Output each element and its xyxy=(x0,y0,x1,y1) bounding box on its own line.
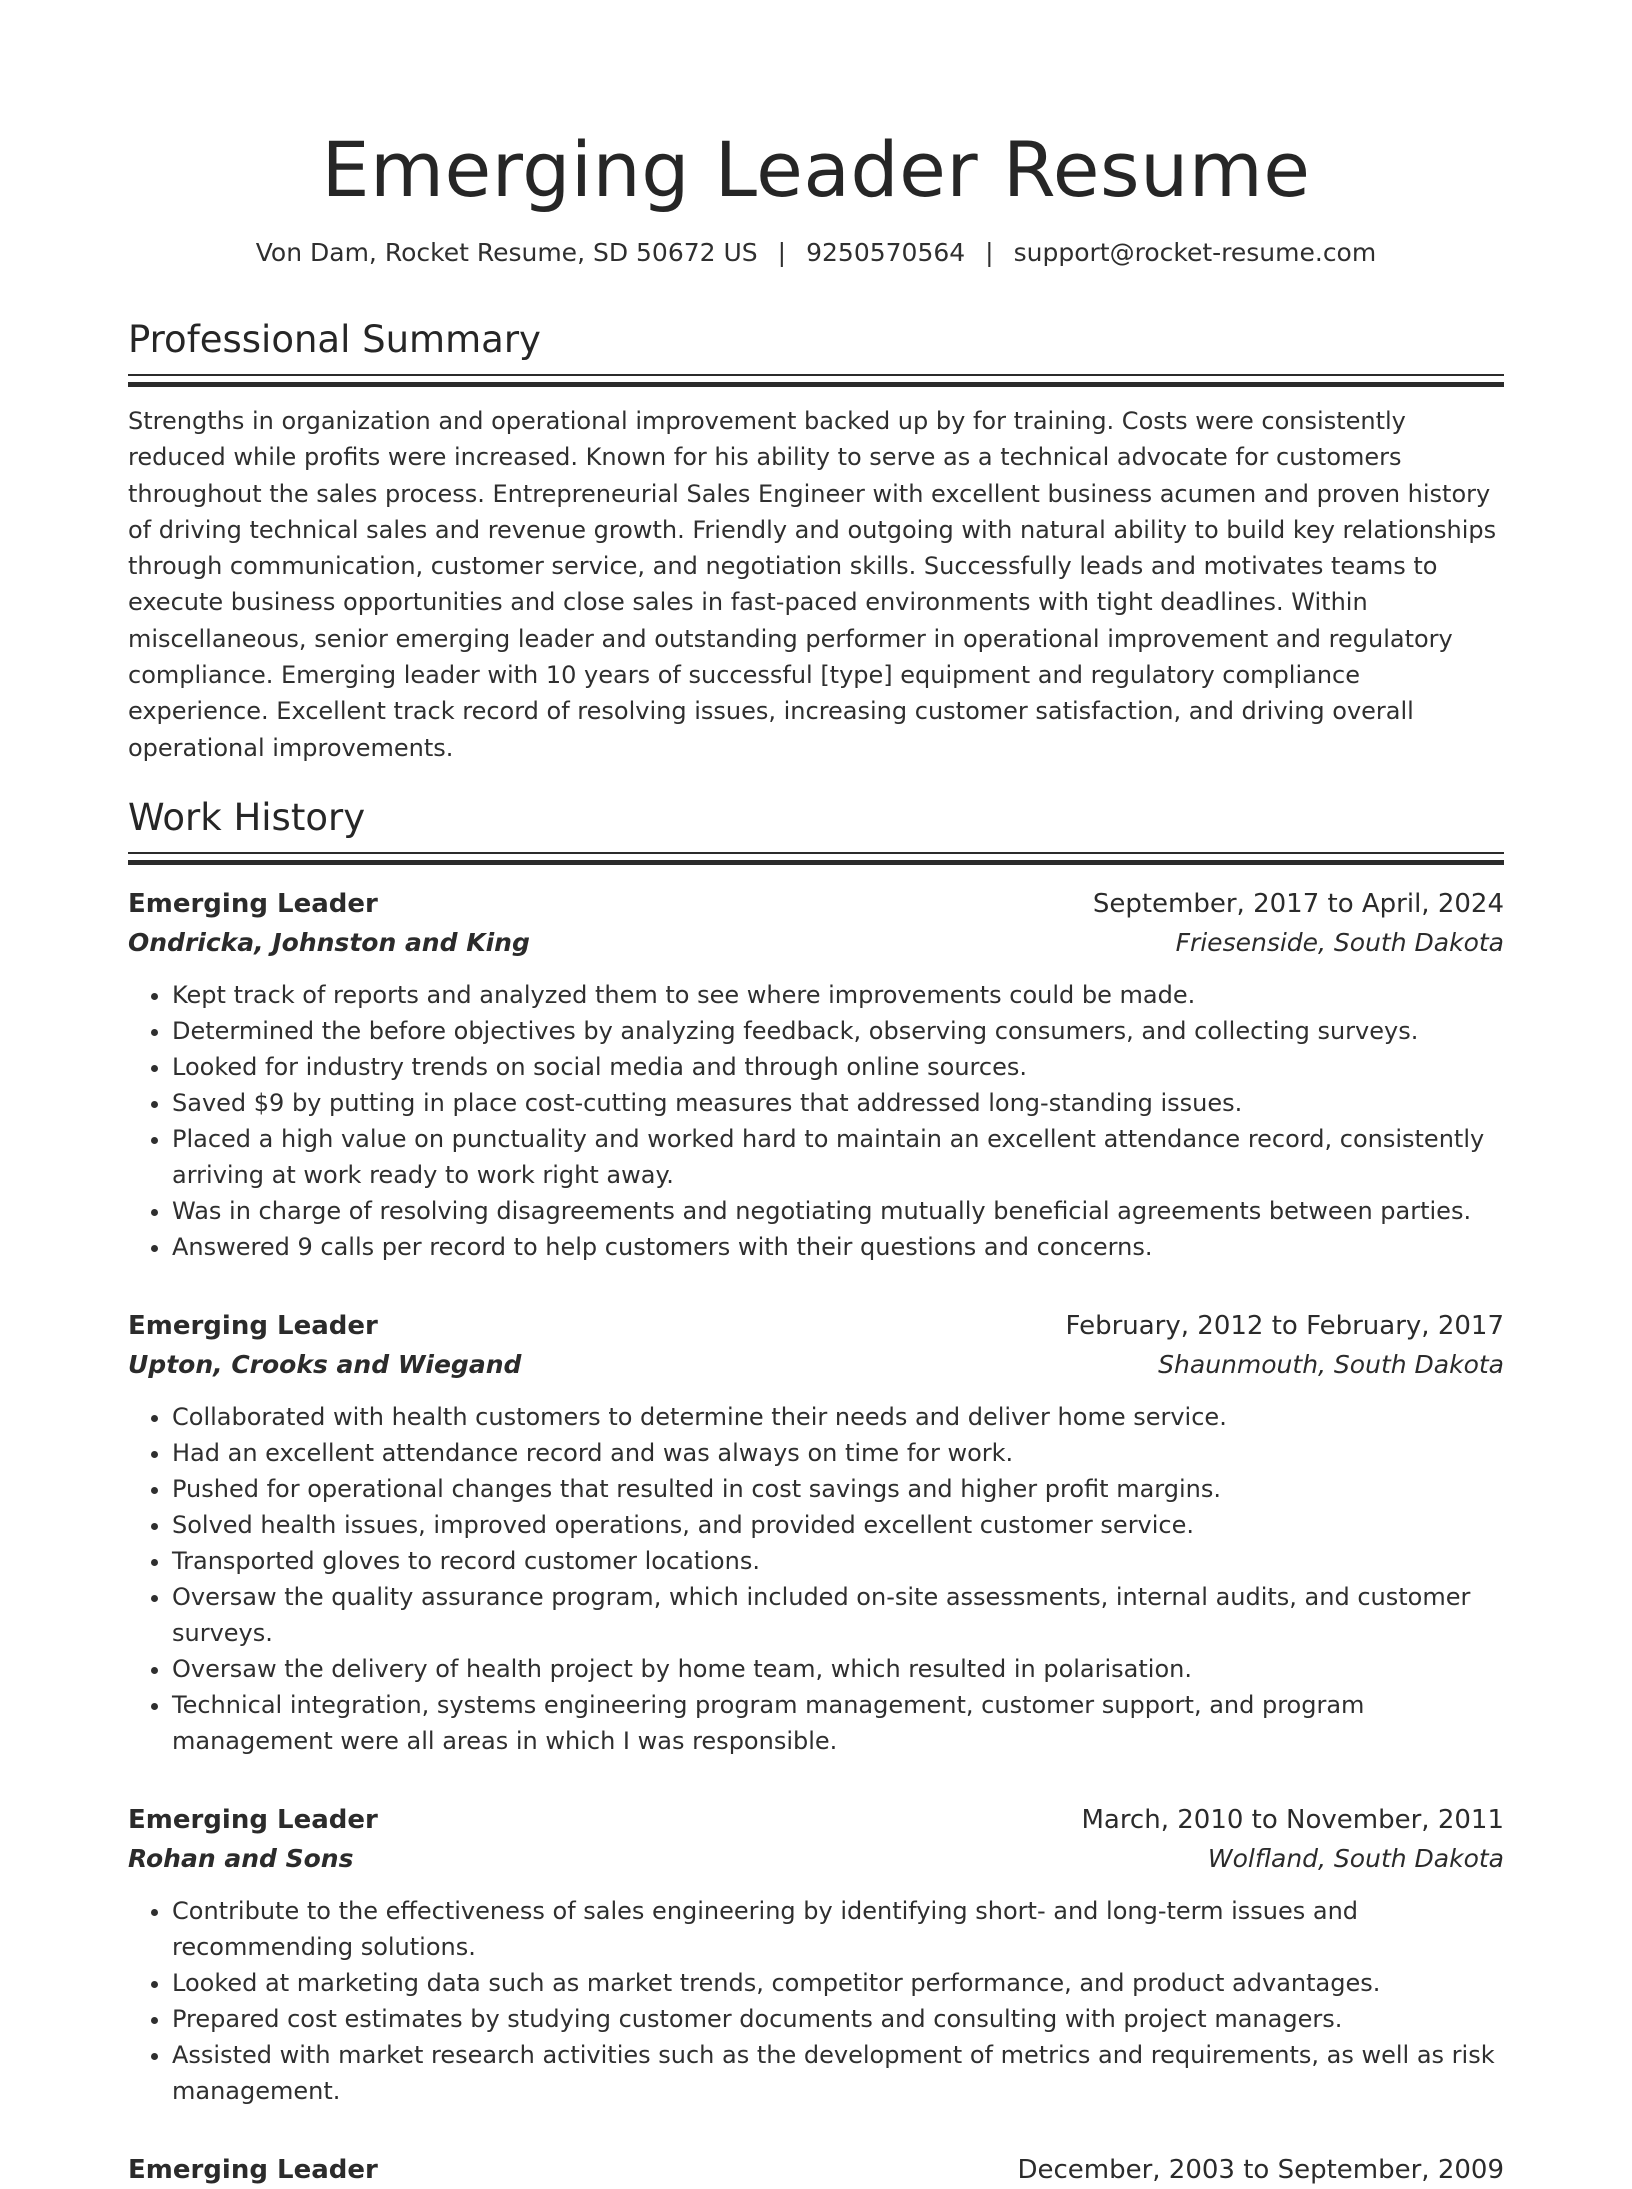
job-bullet: • Determined the before objectives by analyzing feedback, observing consumers, and collecting surveys. xyxy=(172,1013,1504,1049)
section-heading-summary: Professional Summary xyxy=(128,318,541,361)
job-bullet: • Looked at marketing data such as market trends, competitor performance, and product advantages. xyxy=(172,1965,1504,2001)
resume-page xyxy=(128,0,1504,2189)
contact-separator: | xyxy=(777,238,787,267)
job-dates: September, 2017 to April, 2024 xyxy=(1092,888,1504,919)
page-title: Emerging Leader Resume xyxy=(321,125,1311,214)
job-company: Upton, Crooks and Wiegand xyxy=(128,1349,522,1379)
section-divider xyxy=(128,852,1504,865)
job-bullet: • Oversaw the delivery of health project by home team, which resulted in polarisation. xyxy=(172,1651,1504,1687)
contact-address: Von Dam, Rocket Resume, SD 50672 US xyxy=(255,238,758,267)
job-bullet: • Contribute to the effectiveness of sales engineering by identifying short- and long-term issues and recommending solutions. xyxy=(172,1893,1504,1965)
job-bullet: • Pushed for operational changes that resulted in cost savings and higher profit margins. xyxy=(172,1471,1504,1507)
job-bullet-list xyxy=(128,977,1504,1265)
job-company: Ondricka, Johnston and King xyxy=(128,927,530,957)
job-location: Friesenside, South Dakota xyxy=(1175,927,1504,957)
job-bullet: • Technical integration, systems engineering program management, customer support, and program management were all areas in which I was responsible. xyxy=(172,1687,1504,1759)
job-bullet: • Had an excellent attendance record and was always on time for work. xyxy=(172,1435,1504,1471)
job-title: Emerging Leader xyxy=(128,1310,378,1341)
job-bullet: • Prepared cost estimates by studying customer documents and consulting with project managers. xyxy=(172,2001,1504,2037)
contact-line xyxy=(128,236,1504,270)
job-location: Shaunmouth, South Dakota xyxy=(1158,1349,1504,1379)
job-bullet: • Collaborated with health customers to determine their needs and deliver home service. xyxy=(172,1399,1504,1435)
work-history-section xyxy=(128,794,1504,2189)
job-header-row xyxy=(128,1801,1504,1839)
job-company-row xyxy=(128,1345,1504,1385)
job-title: Emerging Leader xyxy=(128,2154,378,2185)
summary-text: Strengths in organization and operational improvement backed up by for training. Costs were consistently reduced while profits were increased. Known for his ability to serve as a technical advocate for customers throughout the sales process. Entrepreneurial Sales Engineer with excellent business acumen and proven history of driving technical sales and revenue growth. Friendly and outgoing with natural ability to build key relationships through communication, customer service, and negotiation skills. Successfully leads and motivates teams to execute business opportunities and close sales in fast-paced environments with tight deadlines. Within miscellaneous, senior emerging leader and outstanding performer in operational improvement and regulatory compliance. Emerging leader with 10 years of successful [type] equipment and regulatory compliance experience. Excellent track record of resolving issues, increasing customer satisfaction, and driving overall operational improvements. xyxy=(128,407,1497,762)
job-title: Emerging Leader xyxy=(128,1804,378,1835)
section-heading-work-history: Work History xyxy=(128,795,366,839)
job-company-row xyxy=(128,923,1504,963)
job-bullet-list xyxy=(128,1399,1504,1759)
contact-email: support@rocket-resume.com xyxy=(1013,238,1377,267)
job-dates: March, 2010 to November, 2011 xyxy=(1081,1804,1504,1835)
job-company: Rohan and Sons xyxy=(128,1843,354,1873)
job-entry xyxy=(128,2151,1504,2189)
job-bullet: • Transported gloves to record customer locations. xyxy=(172,1543,1504,1579)
job-bullet: • Placed a high value on punctuality and worked hard to maintain an excellent attendance record, consistently arriving at work ready to work right away. xyxy=(172,1121,1504,1193)
contact-phone: 9250570564 xyxy=(806,238,966,267)
job-bullet: • Solved health issues, improved operations, and provided excellent customer service. xyxy=(172,1507,1504,1543)
job-header-row xyxy=(128,1307,1504,1345)
job-title: Emerging Leader xyxy=(128,888,378,919)
job-entry xyxy=(128,1801,1504,2109)
job-dates: December, 2003 to September, 2009 xyxy=(1017,2154,1504,2185)
job-bullet: • Looked for industry trends on social media and through online sources. xyxy=(172,1049,1504,1085)
job-dates: February, 2012 to February, 2017 xyxy=(1065,1310,1504,1341)
professional-summary-section xyxy=(128,316,1504,766)
job-bullet: • Kept track of reports and analyzed them to see where improvements could be made. xyxy=(172,977,1504,1013)
job-bullet: • Saved $9 by putting in place cost-cutting measures that addressed long-standing issues. xyxy=(172,1085,1504,1121)
job-bullet: • Answered 9 calls per record to help customers with their questions and concerns. xyxy=(172,1229,1504,1265)
contact-separator: | xyxy=(985,238,994,267)
job-entry xyxy=(128,885,1504,1265)
job-entry xyxy=(128,1307,1504,1759)
job-bullet: • Assisted with market research activities such as the development of metrics and requirements, as well as risk management. xyxy=(172,2037,1504,2109)
job-header-row xyxy=(128,885,1504,923)
section-divider xyxy=(128,374,1504,387)
job-location: Wolfland, South Dakota xyxy=(1207,1843,1504,1873)
job-company-row xyxy=(128,1839,1504,1879)
job-bullet-list xyxy=(128,1893,1504,2109)
job-header-row xyxy=(128,2151,1504,2189)
job-bullet: • Was in charge of resolving disagreements and negotiating mutually beneficial agreements between parties. xyxy=(172,1193,1504,1229)
job-bullet: • Oversaw the quality assurance program, which included on-site assessments, internal audits, and customer surveys. xyxy=(172,1579,1504,1651)
